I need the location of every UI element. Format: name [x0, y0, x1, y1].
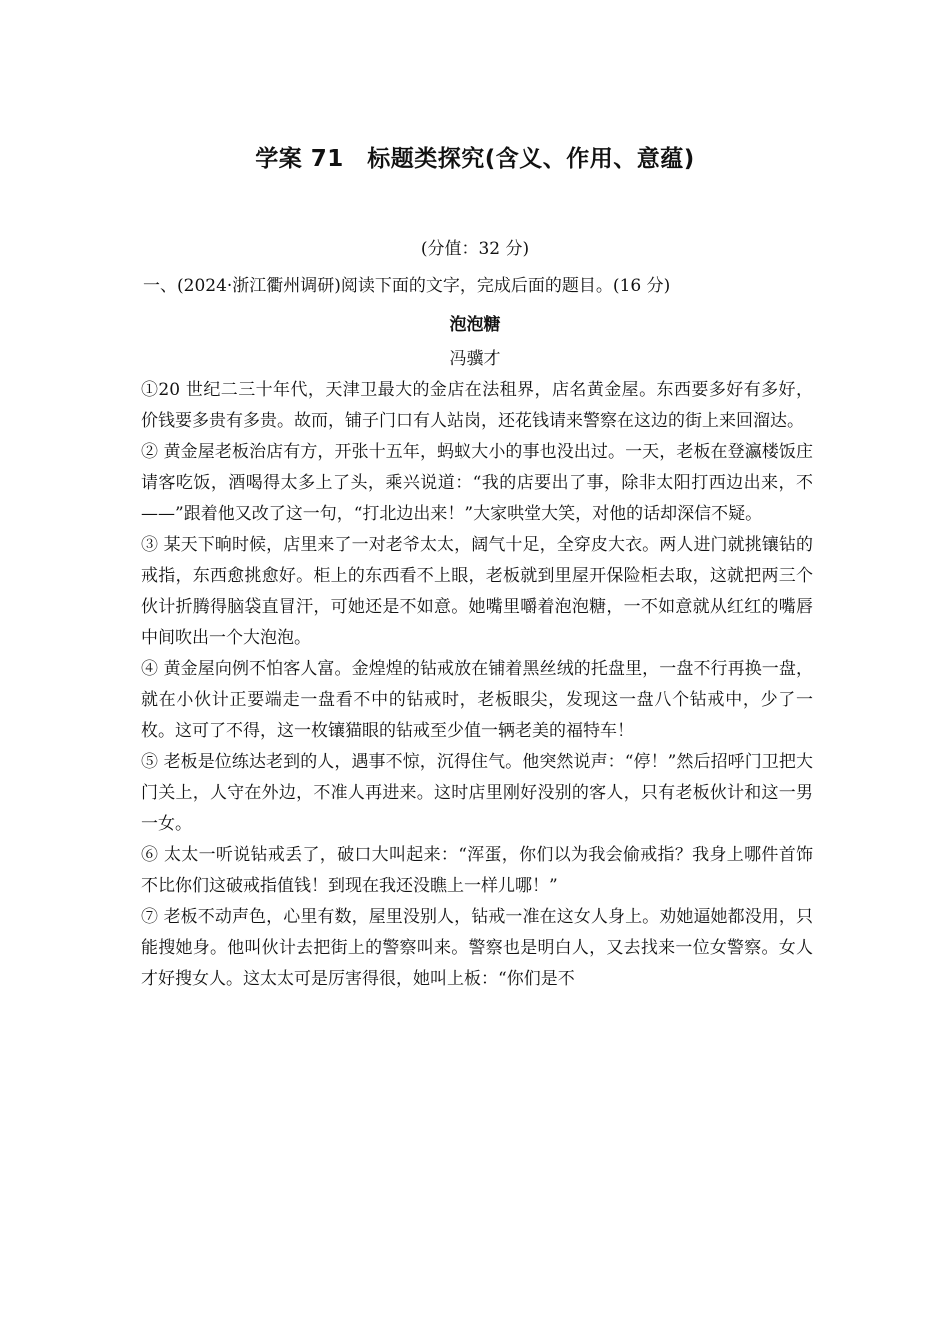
paragraph-3: ③ 某天下晌时候，店里来了一对老爷太太，阔气十足，全穿皮大衣。两人进门就挑镶钻的戒指，东西愈挑愈好。柜上的东西看不上眼，老板就到里屋开保险柜去取，这就把两三个伙计折腾得脑袋直冒汗，可她还是不如意。她嘴里嚼着泡泡糖，一不如意就从红红的嘴唇中间吹出一个大泡泡。 — [141, 535, 813, 648]
score-note: (分值：32 分) — [420, 239, 530, 259]
paragraph-5: ⑤ 老板是位练达老到的人，遇事不惊，沉得住气。他突然说声：“停！”然后招呼门卫把大门关上，人守在外边，不准人再进来。这时店里刚好没别的客人，只有老板伙计和这一男一女。 — [141, 752, 813, 834]
story-title: 泡泡糖 — [449, 315, 501, 335]
story-author: 冯骥才 — [449, 349, 501, 369]
paragraph-7: ⑦ 老板不动声色，心里有数，屋里没别人，钻戒一准在这女人身上。劝她逼她都没用，只能搜她身。他叫伙计去把街上的警察叫来。警察也是明白人，又去找来一位女警察。女人才好搜女人。这太太可是厉害得很，她叫上板：“你们是不 — [141, 907, 813, 989]
paragraph-2: ② 黄金屋老板治店有方，开张十五年，蚂蚁大小的事也没出过。一天，老板在登瀛楼饭庄请客吃饭，酒喝得太多上了头，乘兴说道：“我的店要出了事，除非太阳打西边出来，不——”跟着他又改了这一句，“打北边出来！”大家哄堂大笑，对他的话却深信不疑。 — [141, 442, 813, 524]
section-intro: 一、(2024·浙江衢州调研)阅读下面的文字，完成后面的题目。(16 分) — [143, 276, 671, 296]
paragraph-6: ⑥ 太太一听说钻戒丢了，破口大叫起来：“浑蛋，你们以为我会偷戒指？我身上哪件首饰不比你们这破戒指值钱！到现在我还没瞧上一样儿哪！” — [141, 845, 813, 896]
paragraph-4: ④ 黄金屋向例不怕客人富。金煌煌的钻戒放在铺着黑丝绒的托盘里，一盘不行再换一盘，就在小伙计正要端走一盘看不中的钻戒时，老板眼尖，发现这一盘八个钻戒中，少了一枚。这可了不得，这一枚镶猫眼的钻戒至少值一辆老美的福特车！ — [141, 659, 813, 741]
page-title: 学案 71 标题类探究(含义、作用、意蕴) — [255, 146, 695, 172]
story-body — [141, 375, 813, 995]
paragraph-1: ①20 世纪二三十年代，天津卫最大的金店在法租界，店名黄金屋。东西要多好有多好，价钱要多贵有多贵。故而，铺子门口有人站岗，还花钱请来警察在这边的街上来回溜达。 — [141, 380, 813, 431]
